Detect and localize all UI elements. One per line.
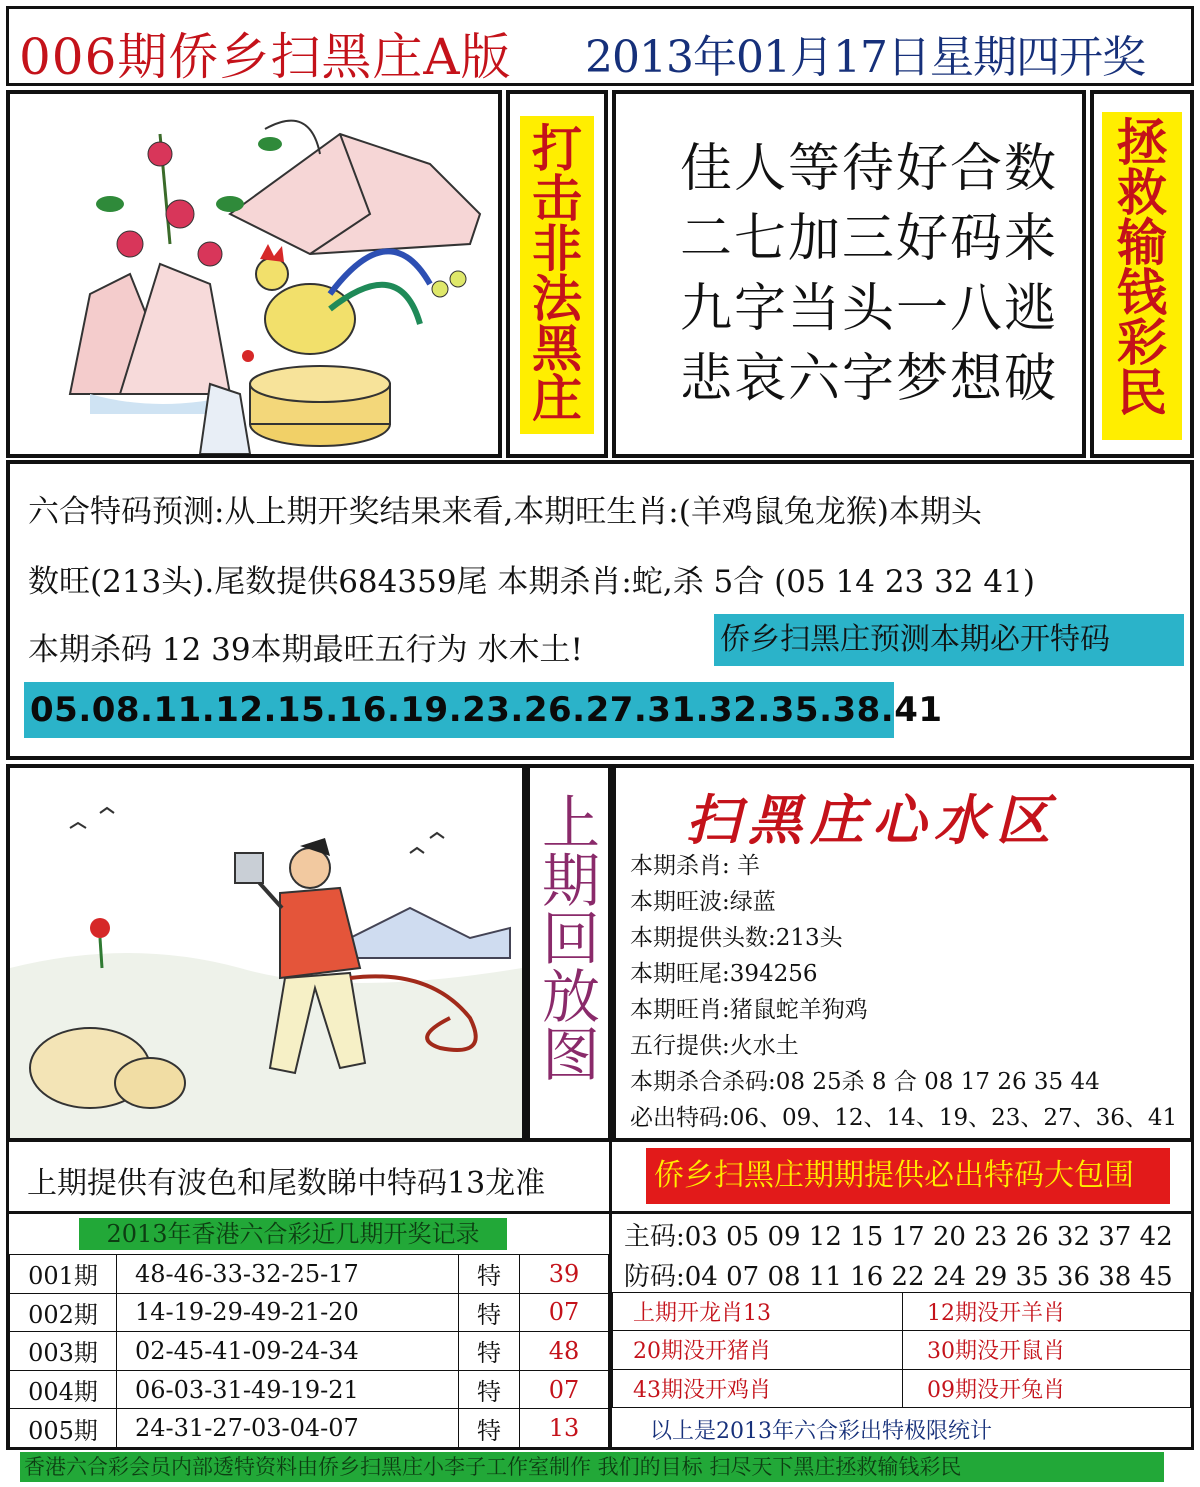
- record-special: 39: [520, 1255, 609, 1294]
- vertical-char: 彩: [1117, 313, 1167, 372]
- table-row: [613, 1369, 1191, 1407]
- tip-item: 本期旺波:绿蓝: [630, 889, 776, 915]
- tip-item: 本期杀肖: 羊: [630, 853, 761, 879]
- tip-item: 本期提供头数:213头: [630, 925, 843, 951]
- tips-list: [630, 848, 1190, 1136]
- record-te: 特: [459, 1409, 520, 1448]
- woodcutter-illustration-panel: [6, 764, 526, 1142]
- codes-panel: [612, 1214, 1194, 1450]
- main-codes: 主码:03 05 09 12 15 17 20 23 26 32 37 42: [624, 1222, 1173, 1252]
- stats-table: [612, 1292, 1191, 1408]
- vertical-char: 输: [1117, 213, 1167, 272]
- record-numbers: 14-19-29-49-21-20: [117, 1293, 459, 1332]
- record-te: 特: [459, 1332, 520, 1371]
- replay-vertical-label: [536, 789, 606, 1089]
- table-row: [10, 1293, 609, 1332]
- vertical-char: 拯: [1117, 113, 1167, 172]
- record-period: 001期: [10, 1255, 117, 1294]
- tip-item: 本期杀合杀码:08 25杀 8 合 08 17 26 35 44: [630, 1069, 1100, 1095]
- table-row: [613, 1331, 1191, 1369]
- table-row: [10, 1255, 609, 1294]
- must-open-numbers: 05.08.11.12.15.16.19.23.26.27.31.32.35.38.41: [24, 682, 894, 738]
- header-title-blue: 2013年01月17日星期四开奖: [585, 32, 1145, 83]
- red-banner-box: [612, 1142, 1194, 1214]
- last-period-note-box: [6, 1142, 612, 1214]
- stat-cell: 12期没开羊肖: [903, 1293, 1191, 1331]
- last-period-note: 上期提供有波色和尾数睇中特码13龙准: [27, 1166, 546, 1201]
- vertical-char: 击: [532, 169, 582, 228]
- record-special: 07: [520, 1370, 609, 1409]
- record-te: 特: [459, 1370, 520, 1409]
- record-numbers: 48-46-33-32-25-17: [117, 1255, 459, 1294]
- vertical-char: 钱: [1117, 263, 1167, 322]
- stat-cell: 43期没开鸡肖: [613, 1369, 903, 1407]
- record-special: 48: [520, 1332, 609, 1371]
- prediction-line-2: 数旺(213头).尾数提供684359尾 本期杀肖:蛇,杀 5合 (05 14 23 32 41): [28, 564, 1035, 600]
- vertical-char: 放: [541, 963, 600, 1031]
- stats-note: 以上是2013年六合彩出特极限统计: [650, 1419, 992, 1444]
- vertical-char: 黑: [532, 319, 582, 378]
- replay-label-panel: [526, 764, 612, 1142]
- vertical-char: 非: [532, 219, 582, 278]
- must-open-label: 侨乡扫黑庄预测本期必开特码: [714, 614, 1184, 666]
- guard-codes: 防码:04 07 08 11 16 22 24 29 35 36 38 45: [624, 1262, 1173, 1292]
- red-banner: 侨乡扫黑庄期期提供必出特码大包围: [646, 1148, 1170, 1204]
- rooster-illustration: [10, 94, 498, 454]
- poem: [680, 134, 1080, 414]
- record-period: 005期: [10, 1409, 117, 1448]
- table-row: [10, 1332, 609, 1371]
- vertical-char: 期: [541, 847, 600, 915]
- stat-cell: 09期没开兔肖: [903, 1369, 1191, 1407]
- tip-item: 必出特码:06、09、12、14、19、23、27、36、41: [630, 1105, 1178, 1131]
- prediction-line-3: 本期杀码 12 39本期最旺五行为 水木土!: [28, 632, 583, 668]
- vertical-char: 回: [541, 905, 600, 973]
- vertical-char: 打: [532, 119, 582, 178]
- record-period: 002期: [10, 1293, 117, 1332]
- vertical-char: 庄: [532, 369, 582, 428]
- table-row: [10, 1409, 609, 1448]
- vertical-char: 民: [1117, 363, 1167, 422]
- heart-tips-panel: [612, 764, 1194, 1142]
- heart-title: 扫黑庄心水区: [686, 789, 1058, 852]
- right-vertical-banner: [1102, 112, 1182, 440]
- vertical-char: 救: [1117, 163, 1167, 222]
- records-title: 2013年香港六合彩近几期开奖记录: [79, 1218, 507, 1250]
- tip-item: 五行提供:火水土: [630, 1033, 799, 1059]
- poem-line: 悲哀六字梦想破: [680, 349, 1059, 409]
- records-panel: [6, 1214, 612, 1450]
- vertical-char: 上: [541, 789, 600, 857]
- table-row: [10, 1370, 609, 1409]
- left-banner-panel: [506, 90, 608, 458]
- record-special: 07: [520, 1293, 609, 1332]
- prediction-panel: [6, 460, 1194, 760]
- poem-line: 九字当头一八逃: [680, 279, 1059, 339]
- records-table: [9, 1254, 609, 1448]
- right-banner-panel: [1090, 90, 1194, 458]
- woodcutter-illustration: [10, 768, 522, 1138]
- table-row: [613, 1293, 1191, 1331]
- stat-cell: 20期没开猪肖: [613, 1331, 903, 1369]
- record-period: 004期: [10, 1370, 117, 1409]
- header-bar: [6, 6, 1194, 86]
- poem-line: 佳人等待好合数: [680, 139, 1059, 199]
- stat-cell: 上期开龙肖13: [613, 1293, 903, 1331]
- vertical-char: 图: [541, 1021, 600, 1089]
- poem-panel: [612, 90, 1086, 458]
- poem-line: 二七加三好码来: [680, 209, 1059, 269]
- record-te: 特: [459, 1255, 520, 1294]
- tip-item: 本期旺肖:猪鼠蛇羊狗鸡: [630, 997, 868, 1023]
- record-period: 003期: [10, 1332, 117, 1371]
- stat-cell: 30期没开鼠肖: [903, 1331, 1191, 1369]
- record-numbers: 02-45-41-09-24-34: [117, 1332, 459, 1371]
- tip-item: 本期旺尾:394256: [630, 961, 818, 987]
- record-numbers: 24-31-27-03-04-07: [117, 1409, 459, 1448]
- footer-banner: 香港六合彩会员内部透特资料由侨乡扫黑庄小李子工作室制作 我们的目标 扫尽天下黑庄拯救输钱彩民: [20, 1452, 1164, 1482]
- rooster-illustration-panel: [6, 90, 502, 458]
- record-te: 特: [459, 1293, 520, 1332]
- left-vertical-banner: [520, 116, 594, 434]
- record-numbers: 06-03-31-49-19-21: [117, 1370, 459, 1409]
- record-special: 13: [520, 1409, 609, 1448]
- vertical-char: 法: [532, 269, 582, 328]
- header-title-red: 006期侨乡扫黑庄A版: [19, 28, 512, 86]
- prediction-line-1: 六合特码预测:从上期开奖结果来看,本期旺生肖:(羊鸡鼠兔龙猴)本期头: [28, 494, 982, 530]
